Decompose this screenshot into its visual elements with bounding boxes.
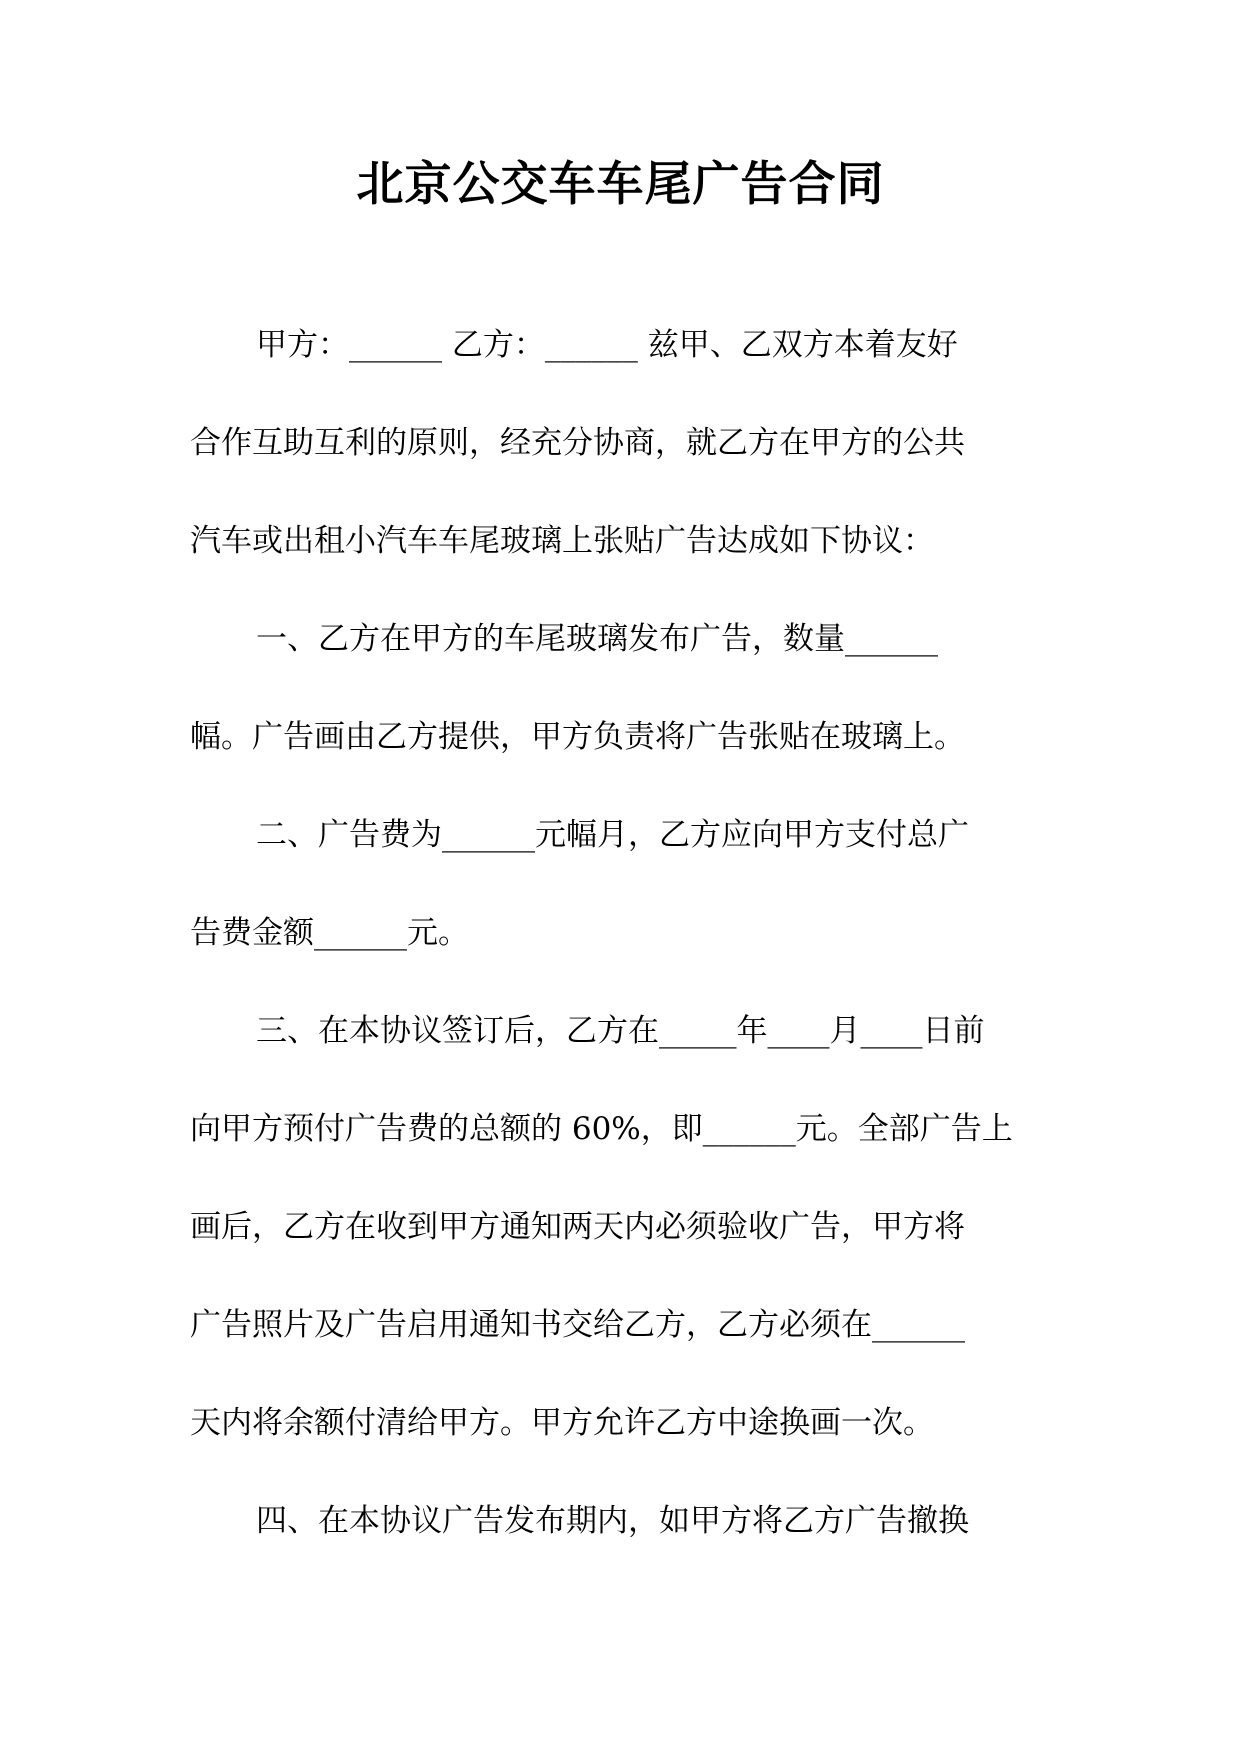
- document-body: [190, 296, 1050, 1570]
- text-line: 一、乙方在甲方的车尾玻璃发布广告，数量______: [256, 621, 938, 657]
- text-line: 二、广告费为______元幅月，乙方应向甲方支付总广: [256, 817, 969, 853]
- text-line: 广告照片及广告启用通知书交给乙方，乙方必须在______: [190, 1307, 965, 1343]
- text-line: 向甲方预付广告费的总额的 60%，即______元。全部广告上: [190, 1111, 1013, 1147]
- text-line: 三、在本协议签订后，乙方在_____年____月____日前: [256, 1013, 985, 1049]
- text-line: 汽车或出租小汽车车尾玻璃上张贴广告达成如下协议：: [190, 523, 934, 559]
- document-title: 北京公交车车尾广告合同: [356, 157, 885, 212]
- text-line: 四、在本协议广告发布期内，如甲方将乙方广告撤换: [256, 1503, 969, 1539]
- text-line: 合作互助互利的原则，经充分协商，就乙方在甲方的公共: [190, 425, 965, 461]
- text-line: 甲方：______ 乙方：______ 兹甲、乙双方本着友好: [256, 327, 958, 363]
- text-line: 天内将余额付清给甲方。甲方允许乙方中途换画一次。: [190, 1405, 934, 1441]
- text-line: 幅。广告画由乙方提供，甲方负责将广告张贴在玻璃上。: [190, 719, 965, 755]
- text-line: 画后，乙方在收到甲方通知两天内必须验收广告，甲方将: [190, 1209, 965, 1245]
- text-line: 告费金额______元。: [190, 915, 469, 951]
